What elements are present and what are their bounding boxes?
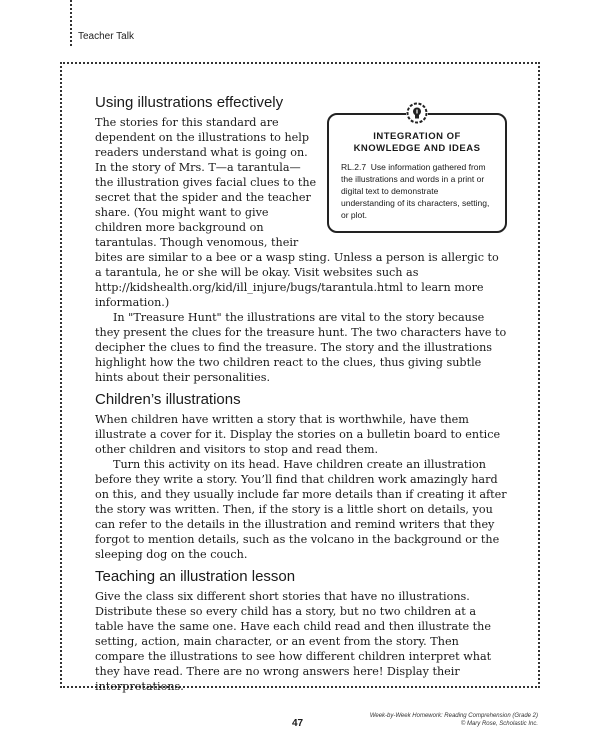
standard-code: RL.2.7 (341, 162, 367, 172)
paragraph: In "Treasure Hunt" the illustrations are vital to the story because they present the clues for the treasure hunt. The two characters have to decipher the clues to find the treasure. The story and the illustrations highlight how the two children react to the clues, thus giving subtle hints about their personalities. (95, 311, 507, 384)
section-heading: Children’s illustrations (95, 391, 241, 408)
standard-description: Use information gathered from the illustrations and words in a print or digital text to demonstrate understanding of its characters, setting, or plot. (341, 162, 490, 220)
standards-callout (327, 113, 507, 233)
section-heading: Teaching an illustration lesson (95, 568, 296, 585)
header-dotted-line (70, 0, 72, 46)
footer-credit (370, 712, 538, 728)
paragraph: The stories for this standard are dependent on the illustrations to help readers understand what is going on. In the story of Mrs. T—a tarantula—the illustration gives facial clues to the secret that the spider and the teacher share. (You might want to give children more background on tarantulas. Though venomous, their bites are similar to a bee or a wasp sting. Unless a person is allergic to a tarantula, he or she will be okay. Visit websites such as http://kidshealth.org/kid/ill_injure/bugs/tarantula.html to learn more information.) (95, 116, 499, 309)
callout-title-line1: INTEGRATION OF (373, 131, 461, 142)
paragraph: Turn this activity on its head. Have children create an illustration before they write a story. You’ll find that children work amazingly hard on this, and they usually include far more details than if creating it after the story was written. Then, if the story is a little short on details, you can refer to the details in the illustration and remind writers that they forgot to mention details, such as the volcano in the background or the sleeping dog on the couch. (95, 458, 507, 561)
paragraph: Give the class six different short stories that have no illustrations. Distribute these so every child has a story, but no two children at a table have the same one. Have each child read and then illustrate the setting, action, main character, or an event from the story. Then compare the illustrations to see how different children interpret what they have read. There are no wrong answers here! Display their interpretations. (95, 590, 492, 693)
section-childrens-illustrations (95, 391, 507, 562)
callout-standard-text (341, 161, 493, 221)
section-teaching-lesson (95, 568, 507, 694)
paragraph: When children have written a story that is worthwhile, have them illustrate a cover for it. Display the stories on a bulletin board to entice other children and visitors to stop and read them. (95, 413, 501, 456)
callout-title-line2: KNOWLEDGE AND IDEAS (353, 143, 481, 154)
copyright: © Mary Rose, Scholastic Inc. (460, 721, 538, 727)
header-label: Teacher Talk (78, 31, 134, 42)
page-number: 47 (292, 718, 304, 729)
book-title: Week-by-Week Homework: Reading Comprehension (Grade 2) (369, 713, 538, 719)
main-content (95, 94, 507, 694)
section-heading: Using illustrations effectively (95, 94, 284, 111)
callout-title (341, 131, 493, 155)
section-using-illustrations (95, 94, 507, 385)
lightbulb-gear-icon (406, 102, 428, 124)
